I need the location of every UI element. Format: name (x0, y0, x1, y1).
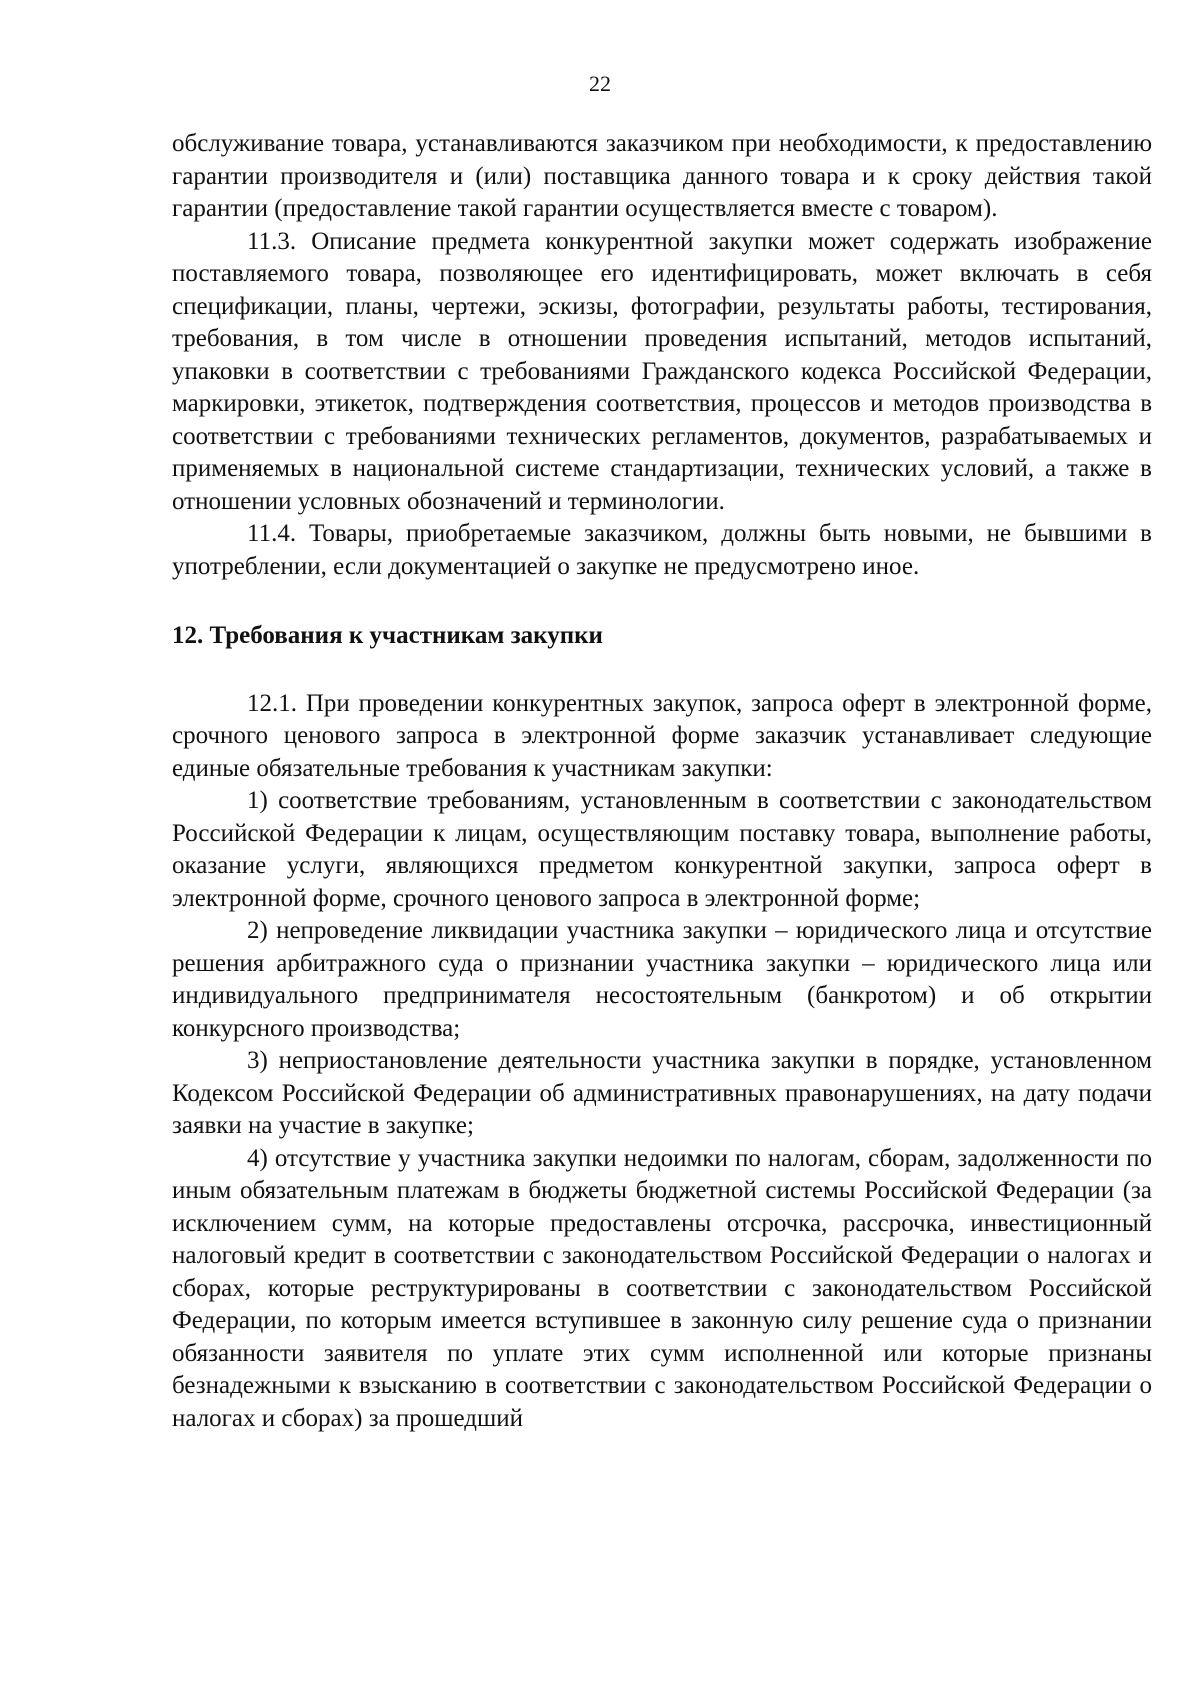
list-item-2: 2) непроведение ликвидации участника закупки – юридического лица и отсутствие решения арбитражного суда о признании участника закупки – юридического лица или индивидуального предпринимателя несостоятельным (банкротом) и об открытии конкурсного производства; (172, 917, 1152, 1042)
section-heading: 12. Требования к участникам закупки (172, 622, 603, 649)
paragraph-11-4: 11.4. Товары, приобретаемые заказчиком, должны быть новыми, не бывшими в употреблении, если документацией о закупке не предусмотрено иное. (172, 520, 1152, 580)
list-item-4: 4) отсутствие у участника закупки недоимки по налогам, сборам, задолженности по иным обязательным платежам в бюджеты бюджетной системы Российской Федерации (за исключением сумм, на которые предоставлены отсрочка, рассрочка, инвестиционный налоговый кредит в соответствии с законодательством Российской Федерации о налогах и сборах, которые реструктурированы в соответствии с законодательством Российской Федерации, по которым имеется вступившее в законную силу решение суда о признании обязанности заявителя по уплате этих сумм исполненной или которые признаны безнадежными к взысканию в соответствии с законодательством Российской Федерации о налогах и сборах) за прошедший (172, 1144, 1152, 1432)
list-item-1: 1) соответствие требованиям, установленным в соответствии с законодательством Российской Федерации к лицам, осуществляющим поставку товара, выполнение работы, оказание услуги, являющихся предметом конкурентной закупки, запроса оферт в электронной форме, срочного ценового запроса в электронной форме; (172, 787, 1152, 912)
list-item-3: 3) неприостановление деятельности участника закупки в порядке, установленном Кодексом Российской Федерации об административных правонарушениях, на дату подачи заявки на участие в закупке; (172, 1047, 1152, 1139)
document-body (172, 128, 1152, 1435)
paragraph-11-3: 11.3. Описание предмета конкурентной закупки может содержать изображение поставляемого товара, позволяющее его идентифицировать, может включать в себя спецификации, планы, чертежи, эскизы, фотографии, результаты работы, тестирования, требования, в том числе в отношении проведения испытаний, методов испытаний, упаковки в соответствии с требованиями Гражданского кодекса Российской Федерации, маркировки, этикеток, подтверждения соответствия, процессов и методов производства в соответствии с требованиями технических регламентов, документов, разрабатываемых и применяемых в национальной системе стандартизации, технических условий, а также в отношении условных обозначений и терминологии. (172, 227, 1152, 515)
paragraph-continuation: обслуживание товара, устанавливаются заказчиком при необходимости, к предоставлению гарантии производителя и (или) поставщика данного товара и к сроку действия такой гарантии (предоставление такой гарантии осуществляется вместе с товаром). (172, 130, 1152, 222)
page-number: 22 (589, 71, 611, 96)
paragraph-12-1: 12.1. При проведении конкурентных закупок, запроса оферт в электронной форме, срочного ценового запроса в электронной форме заказчик устанавливает следующие единые обязательные требования к участникам закупки: (172, 689, 1152, 782)
